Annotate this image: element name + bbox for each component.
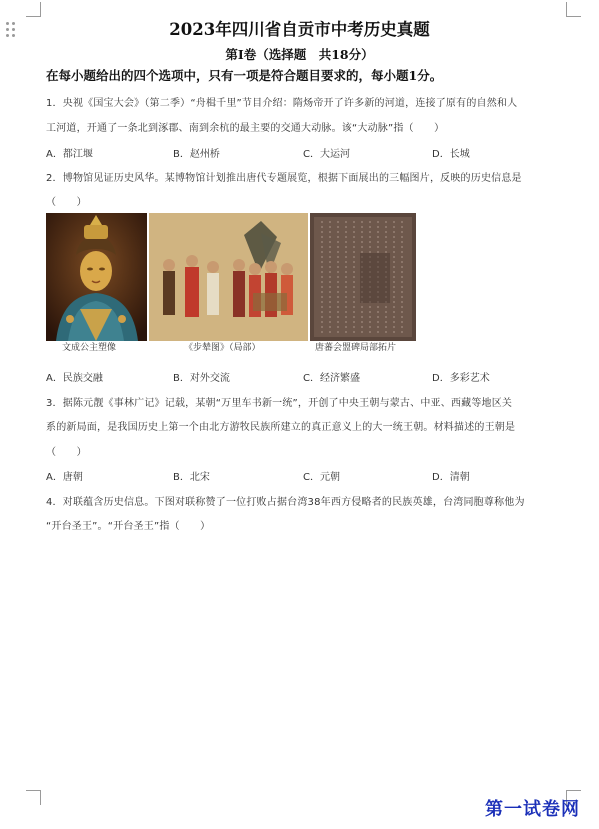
question-2-option-a: A．民族交融 (46, 373, 103, 384)
question-2-text-line-1: 2．博物馆见证历史风华。某博物馆计划推出唐代专题展览，根据下面展出的三幅图片，反映的历史信息是 (46, 173, 522, 184)
section-title: 第Ⅰ卷（选择题 共18分） (225, 47, 374, 62)
question-2-option-d: D．多彩艺术 (432, 373, 490, 384)
question-3-text-line-1: 3．据陈元靓《事林广记》记载，某朝“万里车书新一统”，开创了中央王朝与蒙古、中亚、西藏等地区关 (46, 398, 513, 409)
question-2-text-line-2: （ ） (46, 197, 87, 208)
question-3-text-line-3: （ ） (46, 447, 87, 458)
page-corner-mark-top-left (26, 2, 41, 17)
princess-wencheng-statue-image (46, 213, 147, 341)
bunian-painting-image (149, 213, 308, 341)
question-4-text-line-1: 4．对联蕴含历史信息。下图对联称赞了一位打败占据台湾38年西方侵略者的民族英雄，台湾同胞尊称他为 (46, 497, 525, 508)
question-2-option-b: B．对外交流 (173, 373, 230, 384)
question-3-option-a: A．唐朝 (46, 472, 83, 483)
instruction-text: 在每小题给出的四个选项中，只有一项是符合题目要求的，每小题1分。 (46, 68, 443, 83)
question-1-option-c: C．大运河 (303, 149, 350, 160)
question-3-text-line-2: 系的新局面，是我国历史上第一个由北方游牧民族所建立的真正意义上的大一统王朝。材料描述的王朝是 (46, 422, 516, 433)
site-watermark: 第一试卷网 (485, 799, 580, 820)
question-1-option-b: B．赵州桥 (173, 149, 220, 160)
page-title: 2023年四川省自贡市中考历史真题 (169, 20, 430, 39)
question-3-option-c: C．元朝 (303, 472, 340, 483)
question-2-option-c: C．经济繁盛 (303, 373, 360, 384)
question-1-text-line-1: 1．央视《国宝大会》（第二季）“舟楫千里”节目介绍：隋炀帝开了许多新的河道，连接了原有的自然和人 (46, 98, 518, 109)
question-4-text-line-2: “开台圣王”。“开台圣王”指（ ） (46, 521, 211, 532)
figure-caption-painting: 《步辇图》（局部） (184, 343, 261, 353)
question-1-option-a: A．都江堰 (46, 149, 93, 160)
question-1-option-d: D．长城 (432, 149, 470, 160)
page-corner-mark-top-right (566, 2, 581, 17)
question-1-text-line-2: 工河道，开通了一条北到涿郡、南到余杭的最主要的交通大动脉。该“大动脉”指（ ） (46, 123, 445, 134)
question-3-option-b: B．北宋 (173, 472, 210, 483)
page-corner-mark-bottom-left (26, 790, 41, 805)
question-2-figure-group (46, 213, 416, 341)
figure-caption-rubbing: 唐蕃会盟碑局部拓片 (315, 343, 397, 353)
question-3-option-d: D．清朝 (432, 472, 470, 483)
figure-caption-statue: 文成公主塑像 (62, 343, 117, 353)
tang-tibet-alliance-stele-rubbing-image (310, 213, 416, 341)
